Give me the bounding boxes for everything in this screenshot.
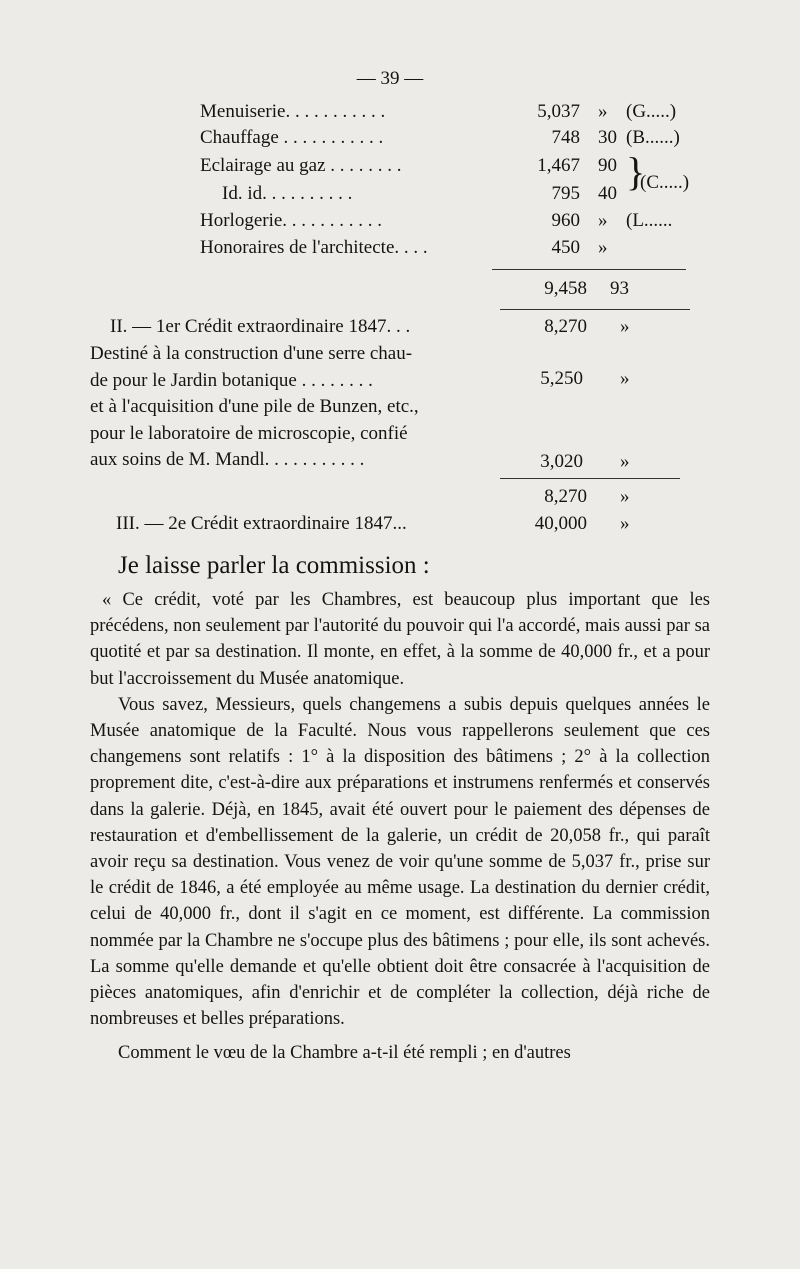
expense-label: Id. id. . . . . . . . . . bbox=[222, 183, 353, 204]
expense-note: (G.....) bbox=[626, 101, 677, 122]
paragraph: « Ce crédit, voté par les Chambres, est beaucoup plus important que les précédens, non seulement par l'autorité du pouvoir qui l'a accordé, mais aussi par sa quotité et par sa destination. Il monte, en effet, à la somme de 40,000 fr., et a pour but l'accroissement du Musée anatomique. bbox=[90, 590, 710, 689]
credit-iii-amount: 40,000 bbox=[534, 513, 587, 534]
credit-ii-desc1-line: Destiné à la construction d'une serre chau- bbox=[90, 343, 413, 364]
page-number: — 39 — bbox=[356, 68, 424, 89]
subtotal-rule-2 bbox=[500, 309, 690, 310]
credit-ii-desc1-amount: 5,250 bbox=[540, 368, 583, 389]
credit-ii-desc1-line: de pour le Jardin botanique . . . . . . . . bbox=[90, 369, 373, 391]
gas-note: (C.....) bbox=[640, 172, 690, 193]
subtotal-amount: 9,458 bbox=[544, 278, 587, 299]
gas-brace: } bbox=[626, 149, 646, 194]
credit-ii-desc2 bbox=[90, 394, 510, 474]
credit-ii-total-amount: 8,270 bbox=[544, 486, 587, 507]
expense-amount: 5,037 bbox=[537, 101, 580, 122]
credit-ii-total-cents: » bbox=[620, 486, 630, 507]
expense-amount: 1,467 bbox=[537, 155, 580, 176]
expense-label: Horlogerie. . . . . . . . . . . bbox=[200, 210, 383, 231]
credit-iii-title: III. — 2e Crédit extraordinaire 1847... bbox=[116, 513, 407, 534]
subtotal-rule bbox=[492, 269, 686, 270]
expense-amount: 748 bbox=[551, 127, 580, 148]
expense-amount: 450 bbox=[551, 237, 580, 258]
credit-ii-total-rule bbox=[500, 478, 680, 479]
expense-note: (B......) bbox=[626, 127, 680, 148]
credit-ii-desc2-amount: 3,020 bbox=[540, 451, 583, 472]
credit-ii-title: II. — 1er Crédit extraordinaire 1847. . . bbox=[110, 316, 411, 337]
expense-cents: » bbox=[598, 210, 608, 231]
body-text bbox=[90, 587, 710, 1067]
credit-ii-desc1-cents: » bbox=[620, 368, 630, 389]
section-heading: Je laisse parler la commission : bbox=[118, 552, 430, 579]
expense-label: Honoraires de l'architecte. . . . bbox=[200, 237, 428, 258]
subtotal-cents: 93 bbox=[610, 278, 629, 299]
credit-ii-desc2-line: et à l'acquisition d'une pile de Bunzen, etc., bbox=[90, 396, 419, 417]
paragraph: Vous savez, Messieurs, quels changemens a subis depuis quelques années le Musée anatomique de la Faculté. Nous vous rappellerons seulement que ces changemens sont relatifs : 1° à la disposition des bâtimens ; 2° à la collection proprement dite, c'est-à-dire aux préparations et instrumens renfermés et conservés dans la galerie. Déjà, en 1845, avait été ouvert pour le paiement des dépenses de restauration et d'embellissement de la galerie, un crédit de 20,058 fr., qui paraît avoir reçu sa destination. Vous venez de voir qu'une somme de 5,037 fr., prise sur le crédit de 1846, a été employée au même usage. La destination du dernier crédit, celui de 40,000 fr., dont il s'agit en ce moment, est différente. La commission nommée par la Chambre ne s'occupe plus des bâtimens ; pour elle, ils sont achevés. La somme qu'elle demande et qu'elle obtient doit être consacrée à l'acquisition de pièces anatomiques, afin d'enrichir et de compléter la collection, déjà riche de nombreuses et belles préparations. bbox=[90, 694, 710, 1030]
credit-ii-desc2-line: aux soins de M. Mandl. . . . . . . . . . . bbox=[90, 449, 365, 470]
credit-ii-desc1 bbox=[90, 341, 510, 394]
expense-cents: 90 bbox=[598, 155, 617, 176]
expense-note: (L...... bbox=[626, 210, 673, 231]
expense-cents: 30 bbox=[598, 127, 617, 148]
expense-amount: 960 bbox=[551, 210, 580, 231]
credit-ii-cents: » bbox=[620, 316, 630, 337]
paragraph: Comment le vœu de la Chambre a-t-il été rempli ; en d'autres bbox=[118, 1043, 571, 1064]
credit-ii-amount: 8,270 bbox=[544, 316, 587, 337]
expense-label: Chauffage . . . . . . . . . . . bbox=[200, 127, 384, 148]
credit-ii-desc2-line: pour le laboratoire de microscopie, confié bbox=[90, 422, 408, 444]
expense-label: Menuiserie. . . . . . . . . . . bbox=[200, 101, 386, 122]
expense-cents: 40 bbox=[598, 183, 617, 204]
expense-cents: » bbox=[598, 237, 608, 258]
credit-iii-cents: » bbox=[620, 513, 630, 534]
expense-label: Eclairage au gaz . . . . . . . . bbox=[200, 155, 402, 176]
expense-amount: 795 bbox=[551, 183, 580, 204]
credit-ii-desc2-cents: » bbox=[620, 451, 630, 472]
expense-cents: » bbox=[598, 101, 608, 122]
